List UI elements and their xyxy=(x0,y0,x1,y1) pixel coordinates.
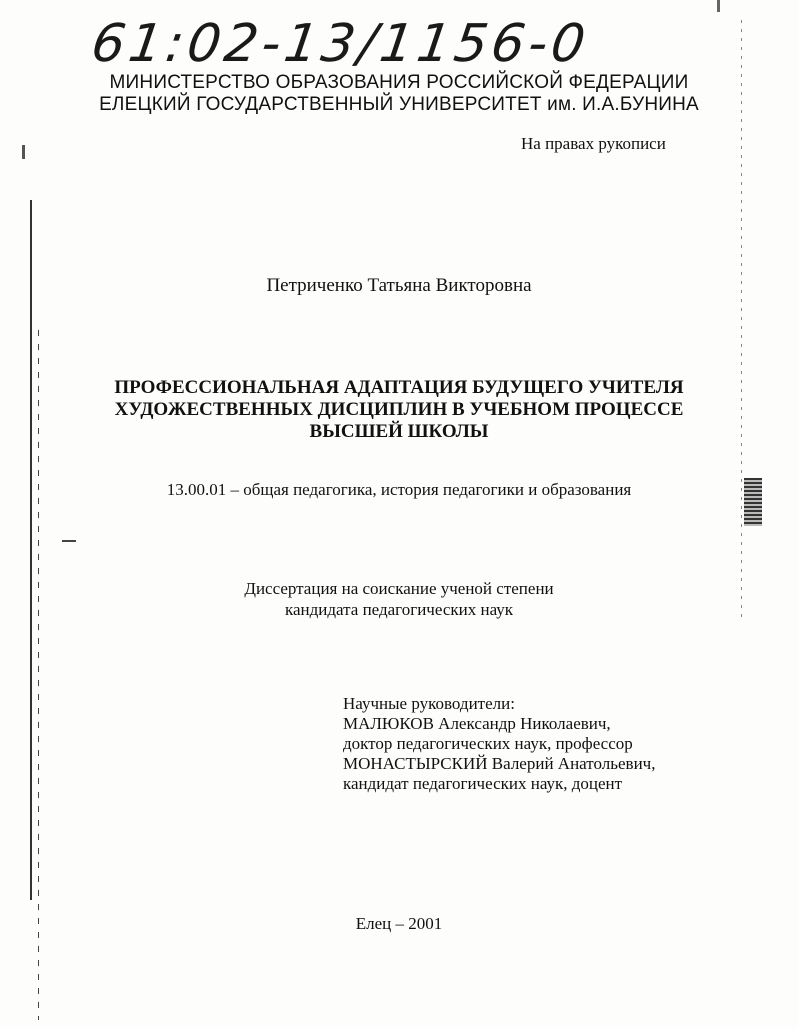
supervisors-block xyxy=(343,694,655,794)
scan-left-mark xyxy=(22,145,25,159)
title-line: ХУДОЖЕСТВЕННЫХ ДИСЦИПЛИН В УЧЕБНОМ ПРОЦЕССЕ xyxy=(114,399,684,420)
supervisor-degree: доктор педагогических наук, профессор xyxy=(343,734,633,753)
author-name: Петриченко Татьяна Викторовна xyxy=(266,275,532,296)
supervisor-name: МАЛЮКОВ Александр Николаевич, xyxy=(343,714,611,733)
university-name: ЕЛЕЦКИЙ ГОСУДАРСТВЕННЫЙ УНИВЕРСИТЕТ им. И.А.БУНИНА xyxy=(99,94,699,115)
ministry-name: МИНИСТЕРСТВО ОБРАЗОВАНИЯ РОССИЙСКОЙ ФЕДЕРАЦИИ xyxy=(109,72,689,93)
supervisor-name: МОНАСТЫРСКИЙ Валерий Анатольевич, xyxy=(343,754,656,773)
dissertation-title xyxy=(0,377,798,443)
scan-left-edge xyxy=(30,200,32,900)
manuscript-rights: На правах рукописи xyxy=(521,134,666,153)
supervisor-degree: кандидат педагогических наук, доцент xyxy=(343,774,623,793)
title-line: ВЫСШЕЙ ШКОЛЫ xyxy=(309,421,489,442)
scan-right-mark xyxy=(717,0,720,12)
city-year: Елец – 2001 xyxy=(355,914,443,933)
specialty-code: 13.00.01 – общая педагогика, история педагогики и образования xyxy=(166,480,632,499)
title-line: ПРОФЕССИОНАЛЬНАЯ АДАПТАЦИЯ БУДУЩЕГО УЧИТЕЛЯ xyxy=(114,377,684,398)
degree-line: Диссертация на соискание ученой степени xyxy=(244,579,554,598)
degree-line: кандидата педагогических наук xyxy=(284,600,514,619)
handwritten-code: 61:02-13/1156-0 xyxy=(87,14,593,74)
scan-left-mark xyxy=(62,540,76,542)
dissertation-degree xyxy=(0,578,798,620)
supervisors-heading: Научные руководители: xyxy=(343,694,515,713)
